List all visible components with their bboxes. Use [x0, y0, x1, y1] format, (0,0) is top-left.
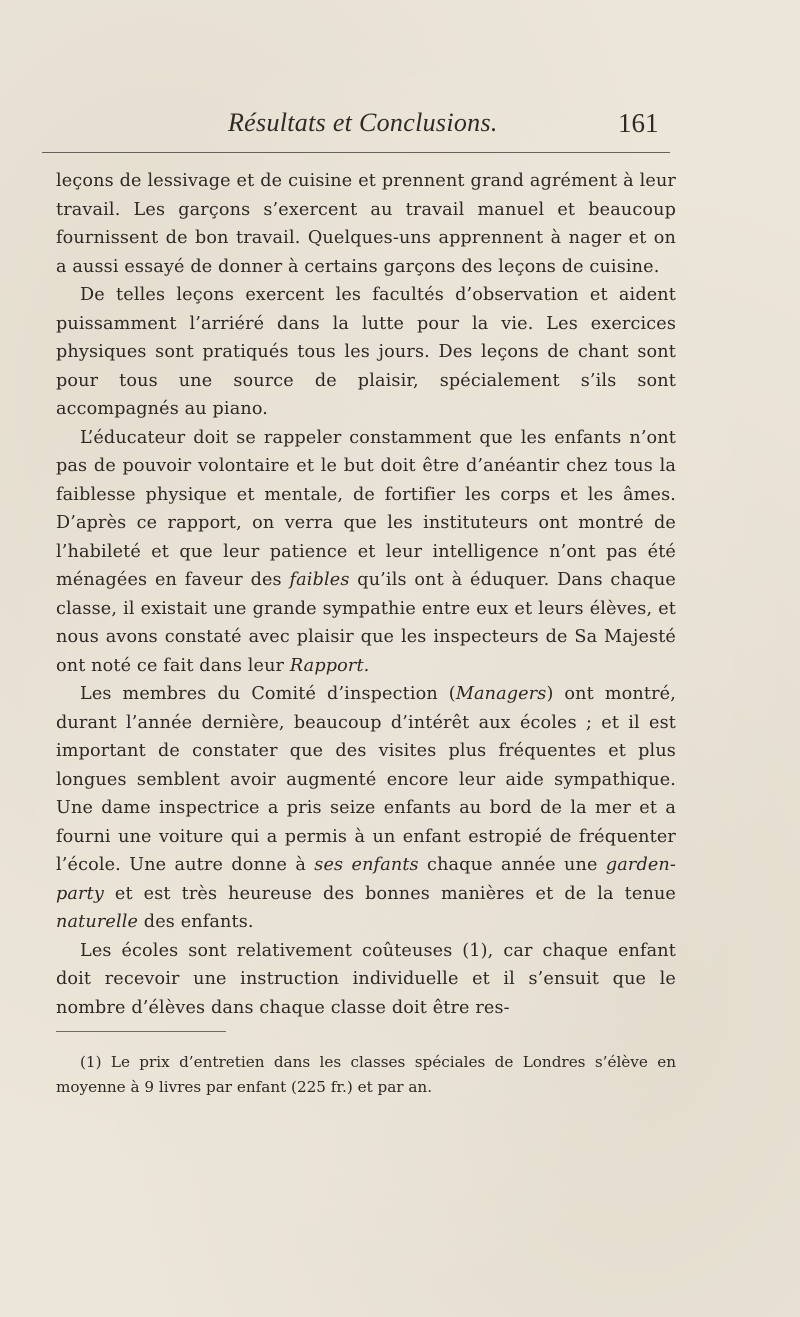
paragraph-4: Les membres du Comité d’inspection (Managers) ont montré, durant l’année dernière, beaucoup d’intérêt aux écoles ; et il est important de constater que des visites plus fréquentes et plus longues semblent avoir augmenté encore leur aide sympathique. Une dame inspectrice a pris seize enfants au bord de la mer et a fourni une voiture qui a permis à un enfant estropié de fréquenter l’école. Une autre donne à ses enfants chaque année une garden-party et est très heureuse des bonnes manières et de la tenue naturelle des enfants. [56, 684, 676, 932]
emphasis: garden-party [56, 855, 676, 904]
emphasis: ses enfants [314, 855, 419, 875]
emphasis: naturelle [56, 912, 139, 932]
paragraph-2: De telles leçons exercent les facultés d’observation et aident puissamment l’arriéré dans la lutte pour la vie. Les exercices physiques sont pratiqués tous les jours. Des leçons de chant sont pour tous une source de plaisir, spécialement s’ils sont accompagnés au piano. [56, 285, 676, 419]
paragraph-1: leçons de lessivage et de cuisine et prennent grand agrément à leur travail. Les garçons s’exercent au travail manuel et beaucoup fournissent de bon travail. Quelques-uns apprennent à nager et on a aussi essayé de donner à certains garçons des leçons de cuisine. [56, 171, 676, 277]
running-title: Résultats et Conclusions. [228, 108, 498, 137]
body-text [56, 167, 676, 1022]
footnote [56, 1050, 676, 1100]
footnote-text: (1) Le prix d’entretien dans les classes spéciales de Londres s’élève en moyenne à 9 livres par enfant (225 fr.) et par an. [56, 1053, 676, 1096]
emphasis: Rapport. [289, 655, 370, 676]
emphasis: faibles [289, 570, 350, 590]
emphasis: Managers [455, 684, 547, 704]
page-header [0, 108, 800, 148]
header-rule [42, 152, 670, 153]
paragraph-5: Les écoles sont relativement coûteuses (1), car chaque enfant doit recevoir une instruction individuelle et il s’ensuit que le nombre d’élèves dans chaque classe doit être res- [56, 940, 676, 1018]
page-number: 161 [618, 108, 659, 138]
paragraph-3: L’éducateur doit se rappeler constamment que les enfants n’ont pas de pouvoir volontaire et le but doit être d’anéantir chez tous la faiblesse physique et mentale, de fortifier les corps et les âmes. D’après ce rapport, on verra que les instituteurs ont montré de l’habileté et que leur patience et leur intelligence n’ont pas été ménagées en faveur des faibles qu’ils ont à éduquer. Dans chaque classe, il existait une grande sympathie entre eux et leurs élèves, et nous avons constaté avec plaisir que les inspecteurs de Sa Majesté ont noté ce fait dans leur Rapport. [56, 427, 676, 676]
footnote-rule [56, 1031, 226, 1032]
